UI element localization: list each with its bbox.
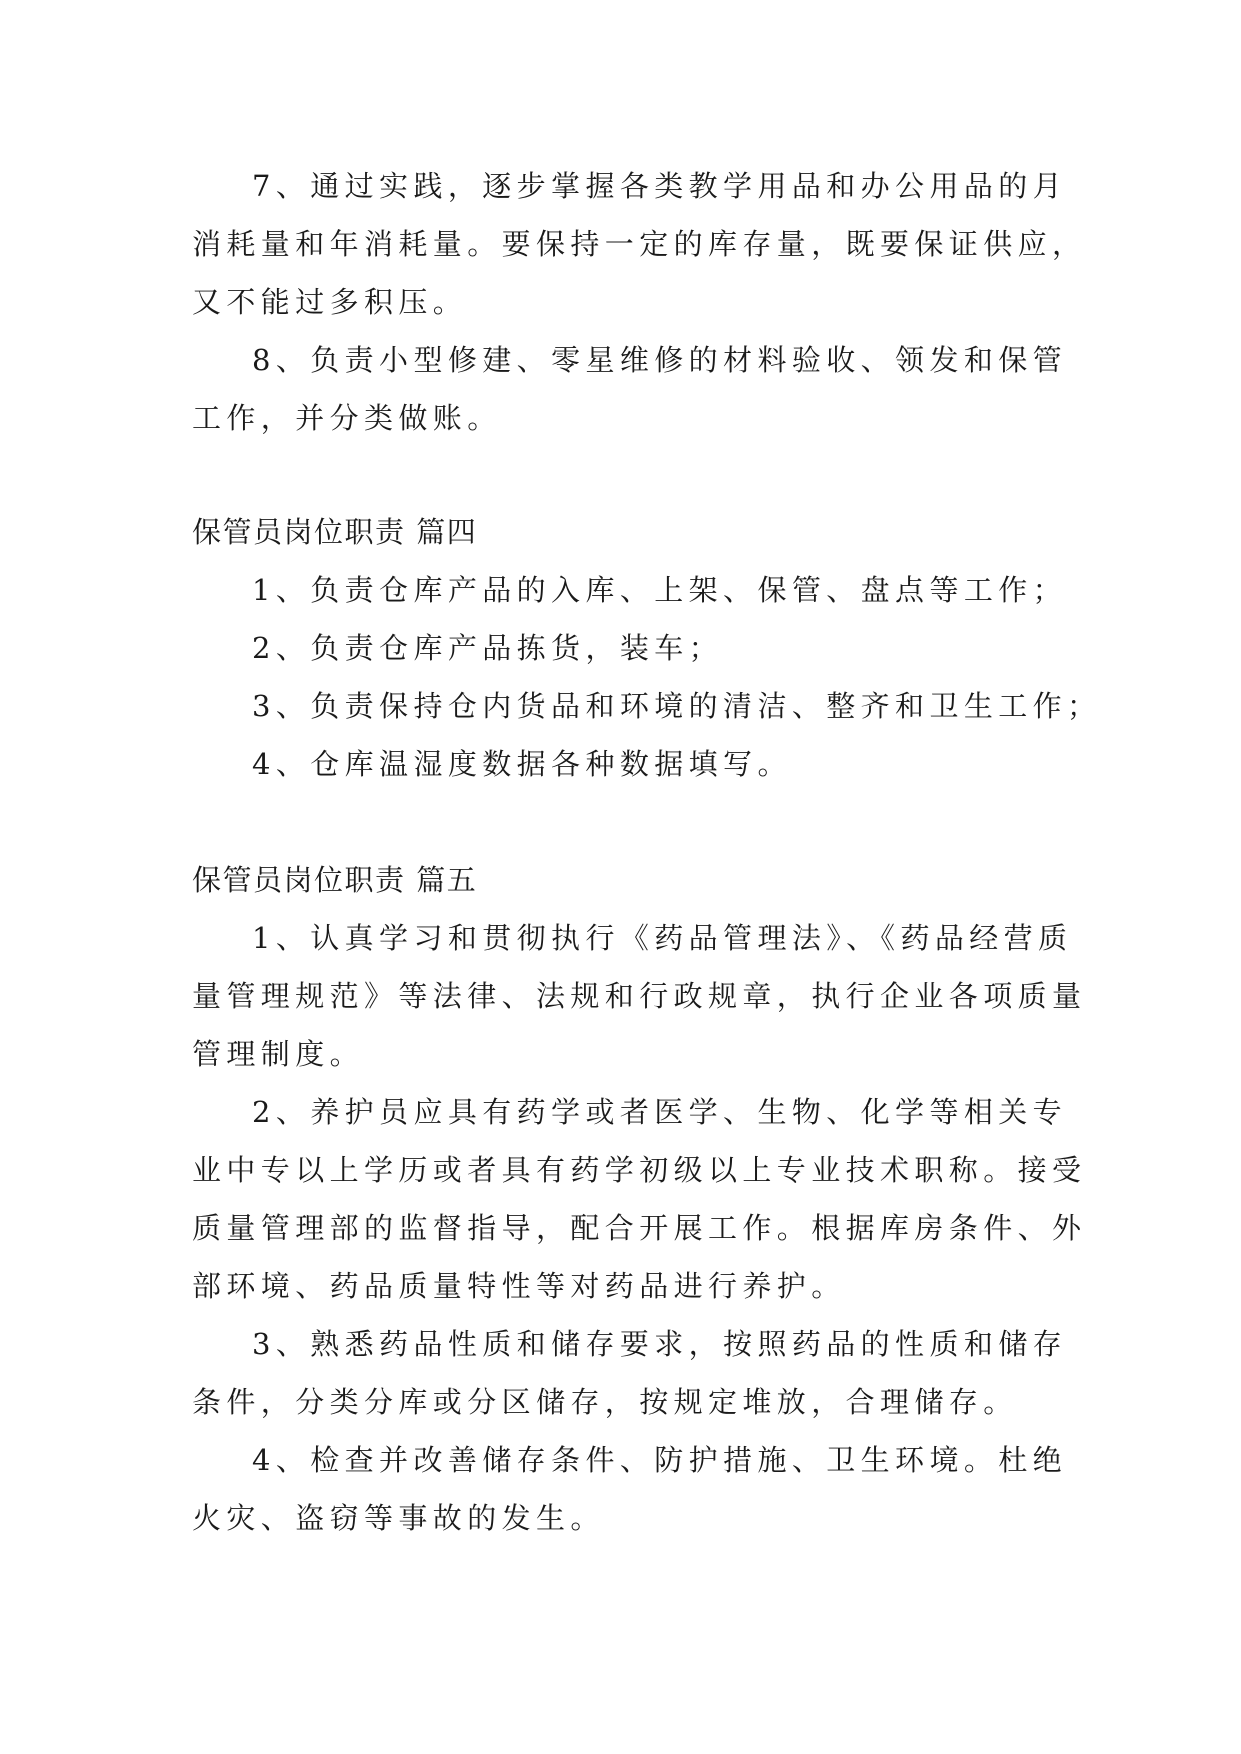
section-heading: 保管员岗位职责 篇五 [192,863,478,897]
list-item: 2、负责仓库产品拣货，装车； [252,631,724,665]
list-item: 1、负责仓库产品的入库、上架、保管、盘点等工作； [252,573,1068,607]
paragraph-line: 质量管理部的监督指导，配合开展工作。根据库房条件、外 [192,1211,1087,1245]
paragraph-line: 量管理规范》等法律、法规和行政规章，执行企业各项质量 [192,979,1087,1013]
paragraph-line: 条件，分类分库或分区储存，按规定堆放，合理储存。 [192,1385,1018,1419]
paragraph-line: 1、认真学习和贯彻执行《药品管理法》、《药品经营质 [252,921,1073,955]
paragraph-line: 4、检查并改善储存条件、防护措施、卫生环境。杜绝 [252,1443,1068,1477]
paragraph-line: 7、通过实践，逐步掌握各类教学用品和办公用品的月 [252,169,1068,203]
paragraph-line: 工作，并分类做账。 [192,401,502,435]
paragraph-line: 管理制度。 [192,1037,365,1071]
paragraph-line: 2、养护员应具有药学或者医学、生物、化学等相关专 [252,1095,1068,1129]
list-item: 3、负责保持仓内货品和环境的清洁、整齐和卫生工作； [252,689,1102,723]
paragraph-line: 火灾、盗窃等事故的发生。 [192,1501,605,1535]
section-heading: 保管员岗位职责 篇四 [192,515,478,549]
paragraph-line: 又不能过多积压。 [192,285,468,319]
list-item: 4、仓库温湿度数据各种数据填写。 [252,747,792,781]
paragraph-line: 业中专以上学历或者具有药学初级以上专业技术职称。接受 [192,1153,1087,1187]
paragraph-line: 消耗量和年消耗量。要保持一定的库存量，既要保证供应， [192,227,1087,261]
paragraph-line: 部环境、药品质量特性等对药品进行养护。 [192,1269,846,1303]
paragraph-line: 3、熟悉药品性质和储存要求，按照药品的性质和储存 [252,1327,1068,1361]
paragraph-line: 8、负责小型修建、零星维修的材料验收、领发和保管 [252,343,1068,377]
